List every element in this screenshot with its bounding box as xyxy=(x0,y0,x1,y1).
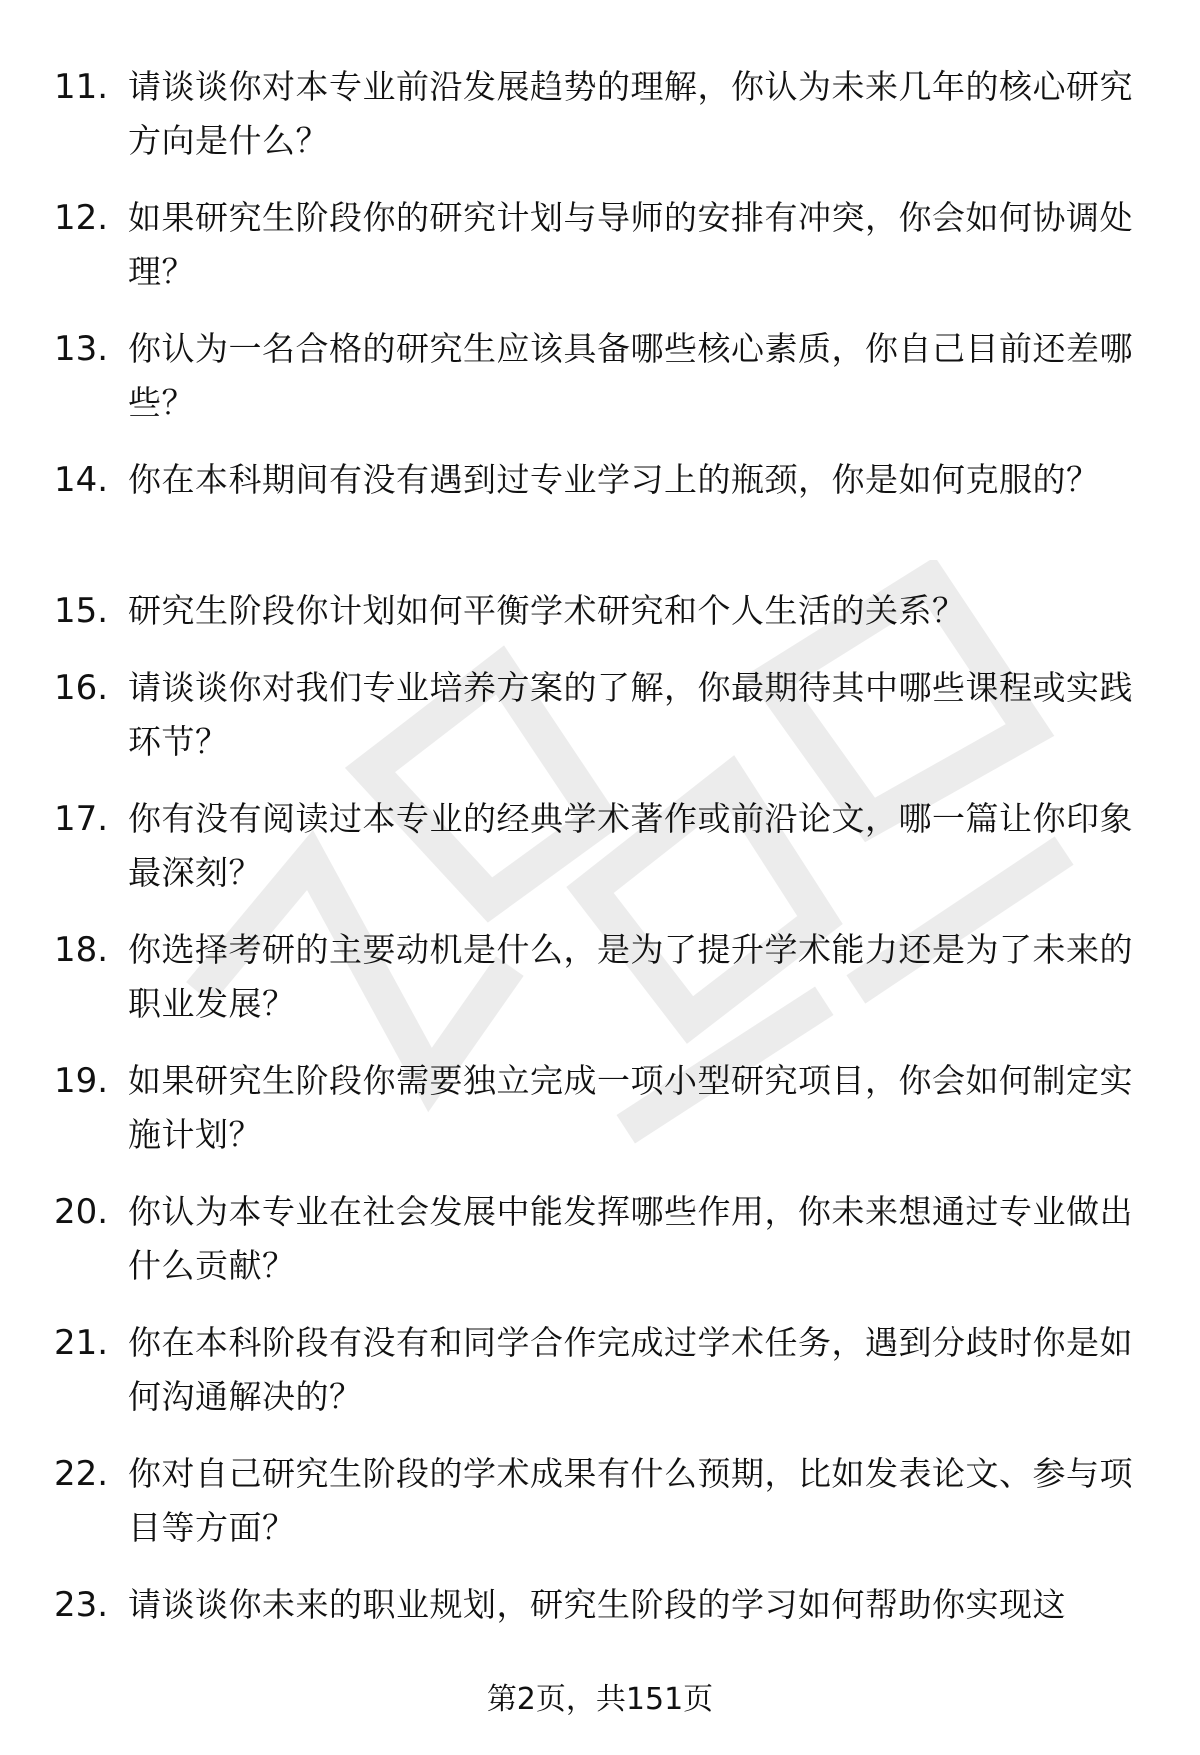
list-item xyxy=(0,1447,1200,1578)
question-number: 12. xyxy=(54,198,109,238)
list-item xyxy=(0,1054,1200,1185)
question-number: 17. xyxy=(54,799,109,839)
question-number: 16. xyxy=(54,668,109,708)
question-text: 研究生阶段你计划如何平衡学术研究和个人生活的关系？ xyxy=(128,591,966,630)
list-item xyxy=(0,1578,1200,1638)
question-number: 22. xyxy=(54,1454,109,1494)
list-item xyxy=(0,1316,1200,1447)
question-number: 13. xyxy=(54,329,109,369)
question-number: 14. xyxy=(54,460,109,500)
question-number: 20. xyxy=(54,1192,109,1232)
list-item xyxy=(0,792,1200,923)
question-number: 19. xyxy=(54,1061,109,1101)
question-text: 请谈谈你对本专业前沿发展趋势的理解，你认为未来几年的核心研究方向是什么？ xyxy=(128,67,1133,160)
question-text: 如果研究生阶段你的研究计划与导师的安排有冲突，你会如何协调处理？ xyxy=(128,198,1133,291)
question-text: 请谈谈你对我们专业培养方案的了解，你最期待其中哪些课程或实践环节？ xyxy=(128,668,1133,761)
question-text: 你认为一名合格的研究生应该具备哪些核心素质，你自己目前还差哪些？ xyxy=(128,329,1133,422)
list-item xyxy=(0,584,1200,661)
question-number: 15. xyxy=(54,591,109,631)
question-text: 你在本科期间有没有遇到过专业学习上的瓶颈，你是如何克服的？ xyxy=(128,460,1100,499)
question-text: 你在本科阶段有没有和同学合作完成过学术任务，遇到分歧时你是如何沟通解决的？ xyxy=(128,1323,1133,1416)
page-number: 第2页，共151页 xyxy=(486,1682,714,1717)
list-item xyxy=(0,923,1200,1054)
question-text: 你对自己研究生阶段的学术成果有什么预期，比如发表论文、参与项目等方面？ xyxy=(128,1454,1133,1547)
question-number: 21. xyxy=(54,1323,109,1363)
question-list xyxy=(0,60,1200,1638)
question-text: 你选择考研的主要动机是什么，是为了提升学术能力还是为了未来的职业发展？ xyxy=(128,930,1133,1023)
list-item xyxy=(0,191,1200,322)
question-text: 你认为本专业在社会发展中能发挥哪些作用，你未来想通过专业做出什么贡献？ xyxy=(128,1192,1133,1285)
question-number: 18. xyxy=(54,930,109,970)
list-item xyxy=(0,1185,1200,1316)
list-item xyxy=(0,661,1200,792)
question-text: 请谈谈你未来的职业规划，研究生阶段的学习如何帮助你实现这 xyxy=(128,1585,1066,1624)
list-item xyxy=(0,322,1200,453)
question-text: 如果研究生阶段你需要独立完成一项小型研究项目，你会如何制定实施计划？ xyxy=(128,1061,1133,1154)
list-item xyxy=(0,60,1200,191)
question-number: 11. xyxy=(54,67,109,107)
question-number: 23. xyxy=(54,1585,109,1625)
list-item xyxy=(0,453,1200,584)
question-text: 你有没有阅读过本专业的经典学术著作或前沿论文，哪一篇让你印象最深刻？ xyxy=(128,799,1133,892)
